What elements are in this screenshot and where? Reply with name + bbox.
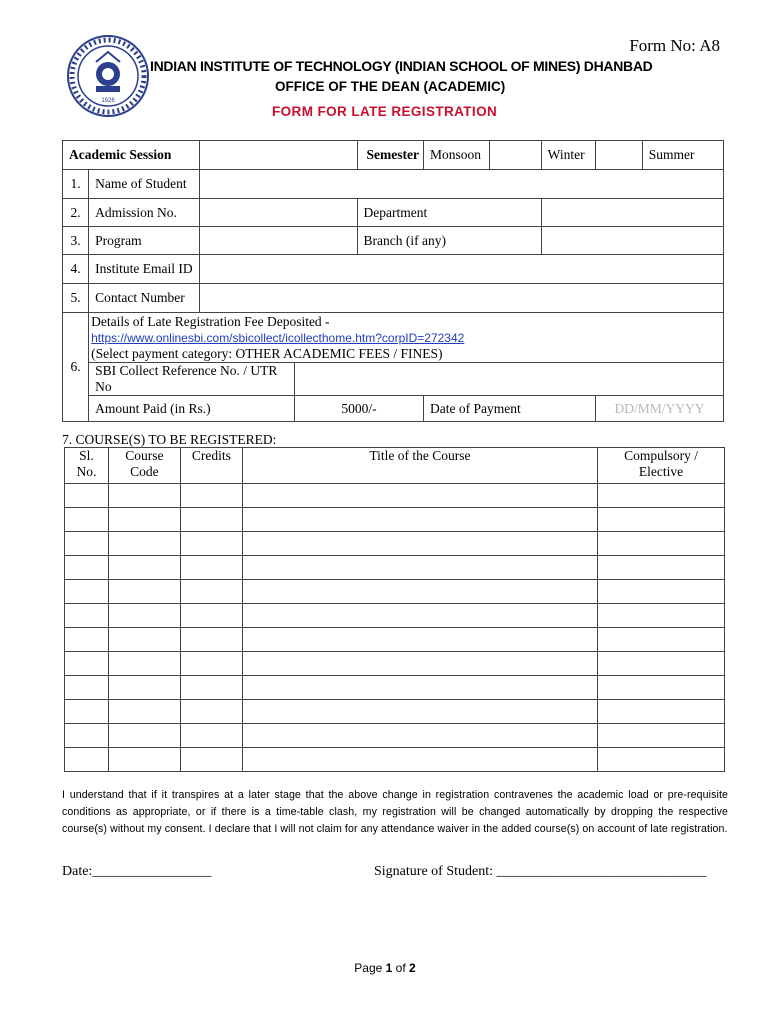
name-label: Name of Student	[89, 170, 200, 199]
course-title-input[interactable]	[242, 652, 597, 676]
course-code-input[interactable]	[108, 508, 180, 532]
course-code-input[interactable]	[108, 652, 180, 676]
course-type-input[interactable]	[598, 676, 725, 700]
summer-cell[interactable]	[642, 141, 723, 170]
email-input[interactable]	[200, 255, 724, 284]
course-code-input[interactable]	[108, 532, 180, 556]
course-sl-input[interactable]	[65, 508, 109, 532]
course-credits-input[interactable]	[180, 748, 242, 772]
amount-label: Amount Paid (in Rs.)	[89, 396, 295, 422]
course-code-input[interactable]	[108, 580, 180, 604]
course-title-input[interactable]	[242, 508, 597, 532]
course-type-input[interactable]	[598, 604, 725, 628]
course-title-input[interactable]	[242, 724, 597, 748]
course-row	[65, 700, 725, 724]
course-sl-input[interactable]	[65, 484, 109, 508]
contact-input[interactable]	[200, 284, 724, 313]
course-row	[65, 676, 725, 700]
form-number: Form No: A8	[629, 36, 720, 55]
course-code-input[interactable]	[108, 604, 180, 628]
monsoon-label: Monsoon	[424, 141, 490, 170]
declaration-text: I understand that if it transpires at a later stage that the above change in registration contravenes the academic load or pre-requisite conditions as appropriate, or if there is a time-table clash, my registration will be changed automatically by dropping the respective course(s) without my consent. I declare that I will not claim for any attendance waiver in the added course(s) on account of late registration.	[62, 789, 728, 835]
course-title-input[interactable]	[242, 628, 597, 652]
courses-header-row	[65, 448, 725, 484]
course-code-input[interactable]	[108, 628, 180, 652]
institute-logo	[66, 34, 150, 118]
course-type-input[interactable]	[598, 652, 725, 676]
col-type: Compulsory / Elective	[598, 448, 725, 484]
course-row	[65, 508, 725, 532]
course-sl-input[interactable]	[65, 604, 109, 628]
contact-label: Contact Number	[89, 284, 200, 313]
course-type-input[interactable]	[598, 724, 725, 748]
course-row	[65, 580, 725, 604]
branch-input[interactable]	[541, 227, 723, 255]
monsoon-checkbox[interactable]	[489, 141, 541, 170]
date-payment-input[interactable]: DD/MM/YYYY	[596, 396, 724, 422]
course-credits-input[interactable]	[180, 652, 242, 676]
row-num-2: 2.	[63, 199, 89, 227]
col-sl: Sl. No.	[65, 448, 109, 484]
course-code-input[interactable]	[108, 484, 180, 508]
department-label: Department	[357, 199, 541, 227]
row-num-3: 3.	[63, 227, 89, 255]
admission-input[interactable]	[200, 199, 357, 227]
course-code-input[interactable]	[108, 676, 180, 700]
office-name: OFFICE OF THE DEAN (ACADEMIC)	[275, 79, 506, 94]
institute-name: INDIAN INSTITUTE OF TECHNOLOGY (INDIAN SCHOOL OF MINES) DHANBAD	[150, 58, 653, 74]
sbi-collect-link[interactable]: https://www.onlinesbi.com/sbicollect/icollecthome.htm?corpID=272342	[91, 331, 465, 345]
course-sl-input[interactable]	[65, 628, 109, 652]
course-title-input[interactable]	[242, 700, 597, 724]
course-row	[65, 484, 725, 508]
date-line[interactable]: Date:_________________	[62, 864, 212, 879]
amount-value: 5000/-	[295, 396, 424, 422]
course-type-input[interactable]	[598, 556, 725, 580]
course-title-input[interactable]	[242, 748, 597, 772]
course-code-input[interactable]	[108, 556, 180, 580]
courses-table	[64, 447, 725, 772]
row-num-5: 5.	[63, 284, 89, 313]
sbi-ref-label: SBI Collect Reference No. / UTR No	[89, 363, 295, 396]
course-sl-input[interactable]	[65, 652, 109, 676]
date-payment-label: Date of Payment	[424, 396, 596, 422]
course-sl-input[interactable]	[65, 532, 109, 556]
email-label: Institute Email ID	[89, 255, 200, 284]
admission-label: Admission No.	[89, 199, 200, 227]
course-credits-input[interactable]	[180, 508, 242, 532]
course-row	[65, 652, 725, 676]
row-num-4: 4.	[63, 255, 89, 284]
course-type-input[interactable]	[598, 580, 725, 604]
course-row	[65, 748, 725, 772]
course-sl-input[interactable]	[65, 700, 109, 724]
academic-session-label: Academic Session	[63, 141, 200, 170]
course-title-input[interactable]	[242, 580, 597, 604]
form-title: FORM FOR LATE REGISTRATION	[272, 104, 498, 119]
department-input[interactable]	[541, 199, 723, 227]
course-title-input[interactable]	[242, 484, 597, 508]
course-credits-input[interactable]	[180, 580, 242, 604]
course-row	[65, 556, 725, 580]
course-code-input[interactable]	[108, 748, 180, 772]
courses-heading: 7. COURSE(S) TO BE REGISTERED:	[62, 432, 277, 447]
row-num-6: 6.	[63, 313, 89, 422]
winter-label: Winter	[541, 141, 595, 170]
col-title: Title of the Course	[242, 448, 597, 484]
course-code-input[interactable]	[108, 724, 180, 748]
page-number: Page 1 of 2	[354, 961, 416, 975]
course-row	[65, 724, 725, 748]
winter-checkbox[interactable]	[596, 141, 643, 170]
course-title-input[interactable]	[242, 604, 597, 628]
course-sl-input[interactable]	[65, 748, 109, 772]
signature-line[interactable]: Signature of Student: ______________________________	[374, 864, 707, 879]
course-row	[65, 532, 725, 556]
course-type-input[interactable]	[598, 484, 725, 508]
course-sl-input[interactable]	[65, 676, 109, 700]
course-title-input[interactable]	[242, 676, 597, 700]
course-type-input[interactable]	[598, 628, 725, 652]
course-rows	[65, 484, 725, 772]
course-row	[65, 604, 725, 628]
col-course-code: Course Code	[108, 448, 180, 484]
course-row	[65, 628, 725, 652]
course-credits-input[interactable]	[180, 724, 242, 748]
payment-category-note: (Select payment category: OTHER ACADEMIC FEES / FINES)	[91, 346, 443, 361]
details-table	[62, 140, 724, 422]
course-credits-input[interactable]	[180, 484, 242, 508]
course-type-input[interactable]	[598, 532, 725, 556]
logo-year: 1926	[101, 98, 115, 104]
course-credits-input[interactable]	[180, 604, 242, 628]
course-credits-input[interactable]	[180, 676, 242, 700]
summer-label: Summer	[648, 147, 695, 162]
name-input[interactable]	[200, 170, 724, 199]
course-credits-input[interactable]	[180, 628, 242, 652]
course-code-input[interactable]	[108, 700, 180, 724]
course-sl-input[interactable]	[65, 556, 109, 580]
row-num-1: 1.	[63, 170, 89, 199]
col-credits: Credits	[180, 448, 242, 484]
fee-details-cell	[89, 313, 724, 363]
fee-details-label: Details of Late Registration Fee Deposited -	[91, 314, 330, 329]
course-credits-input[interactable]	[180, 700, 242, 724]
course-sl-input[interactable]	[65, 724, 109, 748]
course-type-input[interactable]	[598, 508, 725, 532]
course-credits-input[interactable]	[180, 556, 242, 580]
program-input[interactable]	[200, 227, 357, 255]
course-type-input[interactable]	[598, 700, 725, 724]
academic-session-input[interactable]	[200, 141, 357, 170]
semester-label: Semester	[357, 141, 423, 170]
sbi-ref-input[interactable]	[295, 363, 724, 396]
course-credits-input[interactable]	[180, 532, 242, 556]
course-type-input[interactable]	[598, 748, 725, 772]
branch-label: Branch (if any)	[357, 227, 541, 255]
program-label: Program	[89, 227, 200, 255]
course-title-input[interactable]	[242, 556, 597, 580]
course-title-input[interactable]	[242, 532, 597, 556]
course-sl-input[interactable]	[65, 580, 109, 604]
